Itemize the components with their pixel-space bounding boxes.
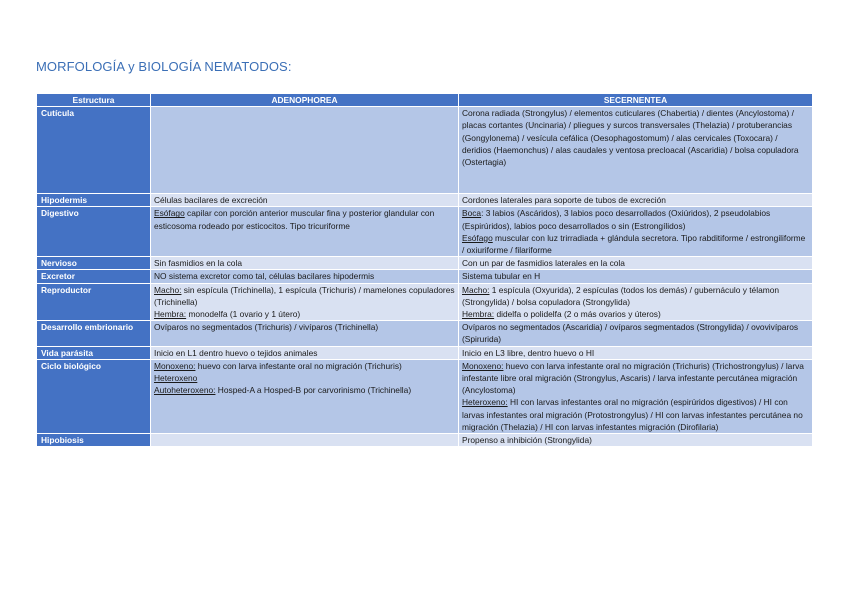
- cell-secernentea: Cordones laterales para soporte de tubos de excreción: [459, 194, 813, 207]
- cell-text: 1 espícula (Oxyurida), 2 espículas (todos los demás) / gubernáculo y télamon (Strongylida) / bolsa copuladora (Strongylida): [462, 284, 780, 307]
- cell-text: capilar con porción anterior muscular fina y posterior glandular con esticosoma rodeado por esticocitos. Tipo tricuriforme: [154, 208, 435, 231]
- row-label: Reproductor: [37, 283, 151, 321]
- cell-text: didelfa o polidelfa (2 o más ovarios y úteros): [494, 309, 661, 320]
- cell-secernentea: Corona radiada (Strongylus) / elementos cuticulares (Chabertia) / dientes (Ancylostoma) / placas cortantes (Uncinaria) / pliegues y surcos transversales (Thelazia) / protuberancias (Gongylonema) / vesícula cefálica (Oesophagostomum) / alas cervicales (Toxocara) / deridios (Haemonchus) / alas caudales y ventosa precloacal (Ascaridia) / bolsa copuladora (Ostertagia): [459, 107, 813, 194]
- table-row-hipobiosis: [37, 434, 813, 447]
- table-header-row: [37, 94, 813, 107]
- header-adenophorea: ADENOPHOREA: [151, 94, 459, 107]
- cell-secernentea: Con un par de fasmidios laterales en la cola: [459, 257, 813, 270]
- table-row-digestivo: [37, 207, 813, 257]
- term-boca: Boca: [462, 208, 482, 219]
- cell-text: huevo con larva infestante oral no migración (Trichuris): [195, 360, 402, 371]
- cell-text: muscular con luz trirradiada + glándula secretora. Tipo rabditiforme / estrongiliforme / oxiuriforme / filariforme: [462, 232, 806, 256]
- table-row-excretor: [37, 270, 813, 283]
- cell-secernentea: [459, 359, 813, 433]
- term-esofago: Esófago: [462, 232, 493, 243]
- table-row-hipodermis: [37, 194, 813, 207]
- header-secernentea: SECERNENTEA: [459, 94, 813, 107]
- table-row-ciclo: [37, 359, 813, 433]
- table-row-cuticula: [37, 107, 813, 194]
- cell-adenophorea: [151, 283, 459, 321]
- row-label: Nervioso: [37, 257, 151, 270]
- row-label: Digestivo: [37, 207, 151, 257]
- term-autoheteroxeno: Autoheteroxeno:: [154, 385, 216, 396]
- cell-text: huevo con larva infestante oral no migración (Trichuris) (Trichostrongylus) / larva infestante libre oral migración (Strongylus, Ascaris) / larva infestante percutánea migración (Ancylostoma): [462, 360, 804, 396]
- page-title: MORFOLOGÍA y BIOLOGÍA NEMATODOS:: [36, 58, 292, 74]
- cell-adenophorea: Ovíparos no segmentados (Trichuris) / vivíparos (Trichinella): [151, 321, 459, 346]
- morphology-table: [36, 93, 813, 447]
- cell-adenophorea: [151, 359, 459, 433]
- cell-adenophorea: Células bacilares de excreción: [151, 194, 459, 207]
- term-monoxeno: Monoxeno:: [154, 360, 196, 371]
- cell-secernentea: [459, 207, 813, 257]
- term-heteroxeno: Heteroxeno: [154, 373, 198, 384]
- row-label: Excretor: [37, 270, 151, 283]
- cell-text: HI con larvas infestantes oral no migración (espirúridos digestivos) / HI con larvas infestantes oral migración (Protostrongylus) / HI con larvas infestantes percutánea no migración (Thelazia) / HI con larvas infestantes migración (Dirofilaria): [462, 397, 803, 432]
- cell-secernentea: Ovíparos no segmentados (Ascaridia) / ovíparos segmentados (Strongylida) / ovovivíparos (Spirurida): [459, 321, 813, 346]
- row-label: Hipobiosis: [37, 434, 151, 447]
- cell-adenophorea: Sin fasmidios en la cola: [151, 257, 459, 270]
- cell-adenophorea: [151, 107, 459, 194]
- term-esofago: Esófago: [154, 208, 185, 219]
- term-monoxeno: Monoxeno:: [462, 360, 504, 371]
- cell-adenophorea: Inicio en L1 dentro huevo o tejidos animales: [151, 346, 459, 359]
- cell-text: Hosped-A a Hosped-B por carvorinismo (Trichinella): [215, 385, 412, 396]
- table-row-vida-parasita: [37, 346, 813, 359]
- row-label: Cutícula: [37, 107, 151, 194]
- cell-adenophorea: [151, 434, 459, 447]
- row-label: Hipodermis: [37, 194, 151, 207]
- cell-secernentea: Inicio en L3 libre, dentro huevo o HI: [459, 346, 813, 359]
- term-hembra: Hembra:: [462, 309, 495, 320]
- term-macho: Macho:: [154, 284, 182, 295]
- cell-adenophorea: [151, 207, 459, 257]
- row-label: Ciclo biológico: [37, 359, 151, 433]
- row-label: Desarrollo embrionario: [37, 321, 151, 346]
- term-hembra: Hembra:: [154, 309, 187, 320]
- table-row-reproductor: [37, 283, 813, 321]
- cell-secernentea: [459, 283, 813, 321]
- cell-secernentea: Propenso a inhibición (Strongylida): [459, 434, 813, 447]
- table-row-desarrollo: [37, 321, 813, 346]
- cell-adenophorea: NO sistema excretor como tal, células bacilares hipodermis: [151, 270, 459, 283]
- term-heteroxeno: Heteroxeno:: [462, 397, 508, 408]
- table-row-nervioso: [37, 257, 813, 270]
- row-label: Vida parásita: [37, 346, 151, 359]
- cell-text: : 3 labios (Ascáridos), 3 labios poco desarrollados (Oxiúridos), 2 pseudolabios (Espirúridos), labios poco desarrollados o sin (Estrongílidos): [462, 208, 771, 231]
- cell-text: monodelfa (1 ovario y 1 útero): [186, 309, 301, 320]
- cell-text: sin espícula (Trichinella), 1 espícula (Trichuris) / mamelones copuladores (Trichinella): [154, 284, 455, 307]
- header-estructura: Estructura: [37, 94, 151, 107]
- term-macho: Macho:: [462, 284, 490, 295]
- cell-secernentea: Sistema tubular en H: [459, 270, 813, 283]
